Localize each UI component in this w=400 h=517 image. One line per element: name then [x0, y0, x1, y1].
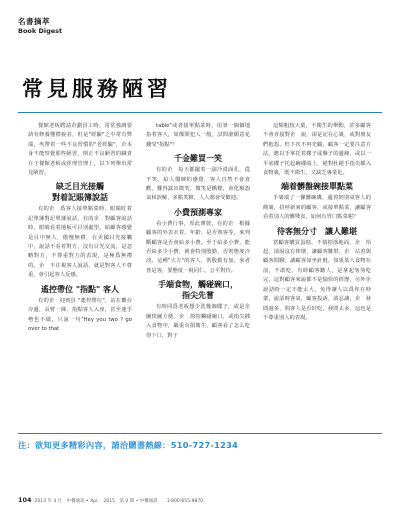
subheading: 遙控帶位 "指點" 客人 [41, 284, 119, 294]
subheading: 缺乏目光接觸 對着記賬簿說話 [52, 182, 108, 203]
paragraph: 有的企 迎賓員 "遙控帶位"，站在櫃台旁邊，長臂一揮，指點客人入座，甚至連手勢也不做，只說一句"Hey you two ? go over to that [28, 297, 132, 332]
paragraph: 有的企 爲客人接單點菜時，眼睛盯着記單簿對記單簿說話，有的企 對顧客說話時，眼睛看着地板可目別處望，給顧客感覺是目中無人，傲慢無禮，在美國目光接觸中，說話不看着對方，沒有目光交流，是忽略對方，不尊重對方的表現，是極爲無禮的。企 不注視客人說話，就是對客人不尊重，會引起客人反感。 [28, 206, 132, 279]
subheading: 小費預測專家 [174, 207, 222, 217]
section-label-zh: 名書摘萃 [18, 17, 50, 26]
paragraph: 手裏端了一摞髒碗碟，邊着到別桌客人的側裏，招呼新來的顧客，或接單點菜，讓顧客看着別人的髒殘食，如何有胃口點菜呢？ [263, 195, 371, 221]
hotline-note: 注：欲知更多精彩內容，請洽購書熱線：510-727-1234 [18, 440, 239, 450]
paragraph: 這類粗枝大葉，不衛生的舉動，許多顧客不會直接對企 說，卻是記在心裏，或對朋友們抱怨，但下次不再光顧，顧客一定要注意方法，應以手掌托着碟子或盤子的邊緣，或以一平底碟子托起碗碟端上，絕對杜絕手指尖插入食物裏，既不衛生，又缺乏專業化。 [263, 123, 371, 177]
subheading: 千金難買一笑 [174, 154, 222, 164]
subheading: 端着髒盤碗接單點菜 [281, 182, 353, 192]
footer-text: 2013 年 4 月 中餐通訊 • Apr. 2015 第 0 期 • 中餐通訊 1-800-655-9870 [34, 499, 204, 504]
subheading: 手端食物，觸碰碗口， 指尖先嘗 [158, 280, 238, 301]
paragraph: 看小費行事，厚此薄彼，有的企 根據顧客的外表衣着、年齡、是否熟客等，來判斷顧客是否會給多小費。至于給多小費，能否給多少小費，就會特別殷勤，否則態度冷淡。這種"大方"的客人，則殷勤有加，來者皆是客，要態度一視同仁，公平對待。 [146, 220, 250, 274]
article-column-1 [28, 122, 132, 334]
paragraph: 有時同爲老板想少洗幾個碟子，或是企 圖快圖方便，企 拇指觸碰碗口，或指尖插入食物中，嚴重有損衛生，顧客看了怎么吃得下口，對于 [146, 304, 256, 339]
page-footer [18, 496, 203, 504]
paragraph: 有的企 每天都擺着一副冷漠面孔，從不笑，給人僵硬的感覺，客人自然不會喜歡，難得露出微笑，微笑是橋樑，會化解怨氣和誤解，多點笑臉，人人都會受歡迎。 [146, 167, 250, 202]
note-divider [18, 433, 382, 434]
title-divider [18, 112, 382, 113]
page-number: 104 [18, 496, 32, 504]
paragraph: 餐館老板聘請企劃員工時，常常強調要請有修養懂禮貌者，但是"經驗"之中常有弊端，夾帶着一些不良習慣的"老經驗"，企本身不能察覺那些陋習，倒正不良陋習的職責在于餐館老板或經理管理上，以下列舉出常見陋習。 [28, 123, 132, 177]
section-label-en: Book Digest [18, 27, 63, 35]
paragraph: table"或者接單點菜時，用筆一個個地指着客人，如像問犯人一般，試問誰願意花錢受"指點"？ [146, 123, 250, 148]
article-column-3 [263, 122, 377, 323]
article-column-2 [146, 122, 256, 341]
subheading: 待客無分寸 讓人難堪 [277, 226, 357, 236]
article-title: 常見服務陋習 [22, 77, 172, 101]
paragraph: 當顧客購買蛋糕，不慎掉落地面，企 拾起，卻說沒有摔壞，讓顧客難堪，企 站着與顧客閒聊，讓顧客如坐針氈，如果某人食物在前，不敢吃，有時顧客聽人，是拿起匆匆吃完，這對顧客來說都不是愉快的經歷，另外企 說話時一定不能太大，免得讓人以爲你在吵架，說話時客氣，顧客投訴，請忍讓，企 發問過多，問客人是否好吃，發問太多，這也是不尊重別人的表現。 [263, 239, 377, 321]
